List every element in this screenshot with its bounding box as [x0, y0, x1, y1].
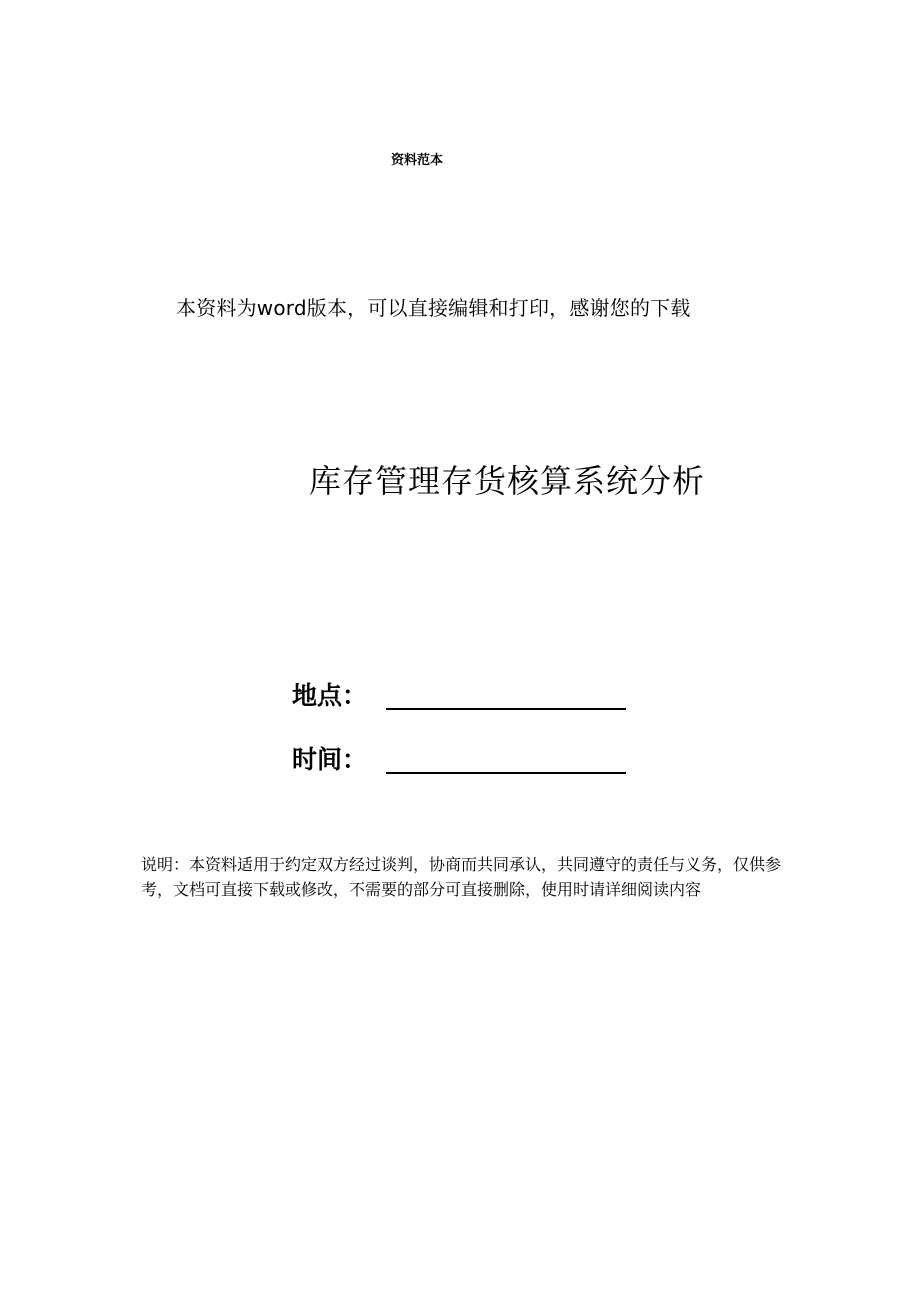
header-label: 资料范本	[391, 153, 444, 168]
place-label: 地点：	[292, 681, 368, 710]
download-notice: 本资料为word版本，可以直接编辑和打印，感谢您的下载	[176, 296, 691, 320]
usage-note: 说明：本资料适用于约定双方经过谈判，协商而共同承认，共同遵守的责任与义务，仅供参考，文档可直接下载或修改，不需要的部分可直接删除，使用时请详细阅读内容	[141, 855, 782, 899]
time-field	[292, 736, 367, 776]
place-blank-line	[386, 708, 626, 710]
time-label: 时间：	[292, 745, 368, 774]
place-field	[292, 672, 367, 712]
time-blank-line	[386, 772, 626, 774]
document-title: 库存管理存货核算系统分析	[309, 462, 706, 500]
